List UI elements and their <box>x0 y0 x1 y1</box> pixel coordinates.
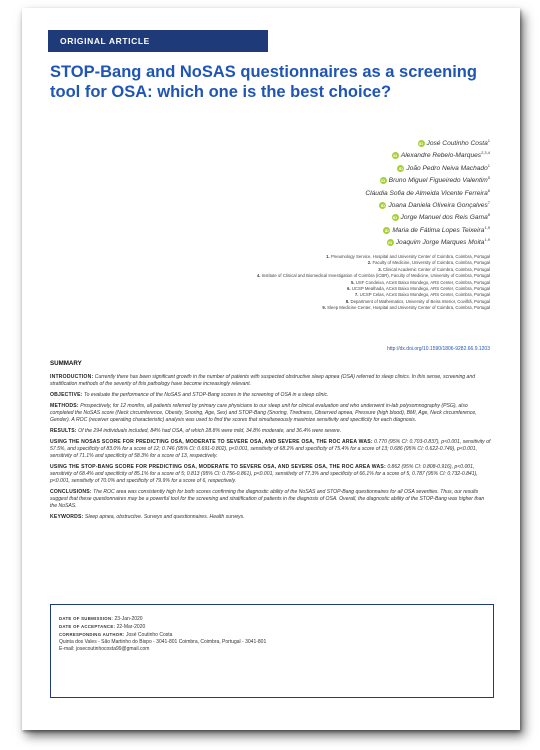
author-affil-sup: 2,3,4 <box>481 150 490 156</box>
affiliation-item: 5. USF Condeixa, ACeS Baixo Mondego, ARS Center, Coimbra, Portugal <box>350 279 490 285</box>
author-item <box>365 223 490 235</box>
summary-heading: SUMMARY <box>50 360 82 367</box>
affiliation-item: 7. UCSP Celas, ACeS Baixo Mondego, ARS Center, Coimbra, Portugal <box>354 292 490 298</box>
author-name: Cláudia Sofia de Almeida Vicente Ferreira <box>365 189 488 197</box>
corresponding-email[interactable]: E-mail: josecoutinhocosta99@gmail.com <box>59 646 150 652</box>
author-item <box>365 210 490 222</box>
submission-info-box <box>50 604 494 698</box>
affiliation-item: 1. Pneumology Service, Hospital and University Center of Coimbra, Coimbra, Portugal <box>326 254 490 259</box>
author-affil-sup: 1 <box>487 138 490 143</box>
author-name: Maria de Fátima Lopes Teixeira <box>392 226 485 234</box>
author-name: Bruno Miguel Figueiredo Valentim <box>388 177 488 185</box>
affiliation-item: 2. Faculty of Medicine, University of Coimbra, Coimbra, Portugal <box>367 260 490 266</box>
corresponding-address: Quinta dos Vales - São Martinho do Bispo - 3041-801 Coimbra, Coimbra, Portugal - 3041-801 <box>59 639 267 645</box>
orcid-icon[interactable]: iD <box>388 240 393 246</box>
abstract-introduction: INTRODUCTION: Currently there has been significant growth in the number of patients with suspected obstructive sleep apnea (OSA) referred to sleep clinics. In this sense, screening and stratification methods of the severity of this pathology have become increasingly relevant. <box>50 374 476 387</box>
author-name: João Pedro Neiva Machado <box>406 164 488 172</box>
author-name: Alexandre Rebelo-Marques <box>400 152 482 160</box>
orcid-icon[interactable]: iD <box>419 140 424 146</box>
author-item <box>365 161 490 173</box>
author-name: Joaquim Jorge Marques Moita <box>395 239 485 247</box>
author-list <box>365 136 490 248</box>
author-name: Joana Daniela Oliveira Gonçalves <box>388 202 488 210</box>
orcid-icon[interactable]: iD <box>381 178 386 184</box>
author-affil-sup: 7 <box>487 199 490 205</box>
author-affil-sup: 1,9 <box>484 224 490 230</box>
section-label: ORIGINAL ARTICLE <box>60 36 150 46</box>
affiliation-item: 8. Department of Mathematics, University of Beira Interior, Covilhã, Portugal <box>345 298 490 304</box>
article-page <box>22 8 520 730</box>
author-item <box>365 148 490 160</box>
author-item <box>365 186 490 198</box>
author-item <box>365 136 490 148</box>
author-affil-sup: 1 <box>487 162 490 168</box>
corresponding-author: CORRESPONDING AUTHOR: José Coutinho Costa <box>59 632 173 638</box>
submission-date: DATE OF SUBMISSION: 23-Jan-2020 <box>59 616 143 622</box>
abstract-objective: OBJECTIVE: To evaluate the performance of the NoSAS and STOP-Bang scores in the screening of OSA in a sleep clinic. <box>50 392 329 398</box>
doi-link[interactable]: http://dx.doi.org/10.1590/1806-9282.66.9.1203 <box>387 346 490 352</box>
acceptance-date: DATE OF ACCEPTANCE: 22-Mar-2020 <box>59 624 146 630</box>
author-affil-sup: 1,9 <box>484 237 490 243</box>
author-item <box>365 235 490 247</box>
author-item <box>365 173 490 185</box>
orcid-icon[interactable]: iD <box>380 202 385 208</box>
orcid-icon[interactable]: iD <box>393 153 398 159</box>
abstract-stopbang: USING THE STOP-BANG SCORE FOR PREDICTING OSA, MODERATE TO SEVERE OSA, AND SEVERE OSA, THE ROC AREA WAS: 0.862 (95% CI: 0.808-0.916), p<0.001, sensitivity of 68.4% and specificity of 85.1% for a score of 5; 0.813 (95% CI: 0.756-0.861), p<0.001, sensitivity of 77.3% and specificity of 66.1% for a score of 5, 0.787 (95% CI: 0.732-0.841), p<0.001, sensitivity of 70.0% and specificity of 79.9% for a score of 6, respectively. <box>50 464 478 484</box>
affiliation-list <box>50 254 490 312</box>
affiliation-item: 9. Sleep Medicine Center, Hospital and University Center of Coimbra, Coimbra, Portugal <box>322 305 490 311</box>
abstract-conclusions: CONCLUSIONS: The ROC area was consistently high for both scores confirming the diagnostic ability of the NoSAS and STOP-Bang questionnaires for all OSA severities. Thus, our results suggest that these questionnaires may be a powerful tool for the screening and stratification of patients in the diagnosis of OSA. Overall, the diagnostic ability of the STOP-Bang was higher than the NoSAS. <box>50 489 485 509</box>
orcid-icon[interactable]: iD <box>393 215 398 221</box>
orcid-icon[interactable]: iD <box>384 227 389 233</box>
affiliation-item: 6. UCSP Mealhada, ACeS Baixo Mondego, ARS Center, Coimbra, Portugal <box>346 286 490 292</box>
abstract-nosas: USING THE NOSAS SCORE FOR PREDICTING OSA, MODERATE TO SEVERE OSA, AND SEVERE OSA, THE ROC AREA WAS: 0.770 (95% CI: 0.703-0.837), p<0.001, sensitivity of 57.5%, and specificity of 83.0% for a score of 12; 0.746 (95% CI: 0.691-0.802), p<0.001, sensitivity of 68.2% and specificity of 75.4% for a score of 13; 0.686 (95% CI: 0.622-0.749), p<0.001, sensitivity of 71.1% and specificity of 58.3% for a score of 13, respectively. <box>50 439 491 459</box>
abstract <box>50 374 492 525</box>
section-banner <box>48 30 268 52</box>
author-affil-sup: 5 <box>487 175 490 181</box>
orcid-icon[interactable]: iD <box>398 165 403 171</box>
abstract-keywords: KEYWORDS: Sleep apnea, obstructive. Surveys and questionnaires. Health surveys. <box>50 514 245 520</box>
author-item <box>365 198 490 210</box>
affiliation-item: 3. Clinical Academic Center of Coimbra, Coimbra, Portugal <box>378 266 490 272</box>
article-title: STOP-Bang and NoSAS questionnaires as a screening tool for OSA: which one is the best choice? <box>50 63 477 101</box>
author-affil-sup: 6 <box>487 187 490 193</box>
affiliation-item: 4. Institute of Clinical and Biomedical Investigation of Coimbra (iCBR), Faculty of Medicine, University of Coimbra, Portugal <box>256 273 490 279</box>
abstract-results: RESULTS: Of the 294 individuals included, 84% had OSA, of which 28.8% were mild, 34.8% moderate, and 36.4% were severe. <box>50 428 342 434</box>
abstract-methods: METHODS: Prospectively, for 12 months, all patients referred by primary care physicians to our sleep unit for clinical evaluation and who underwent in-lab polysomnography (PSG), also completed the NoSAS score (Neck circumference, Obesity, Snoring, Age, Sex) and STOP-Bang (Snoring, Tiredness, Observed apnea, Pressure (high blood), BMI, Age, Neck circumference, Gender). A ROC (receiver operating characteristic) analysis was used to find the scores that simultaneously maximize sensitivity and specificity for each diagnosis. <box>50 403 477 423</box>
author-name: José Coutinho Costa <box>426 140 488 148</box>
author-name: Jorge Manuel dos Reis Gama <box>400 214 488 222</box>
author-affil-sup: 8 <box>487 212 490 218</box>
